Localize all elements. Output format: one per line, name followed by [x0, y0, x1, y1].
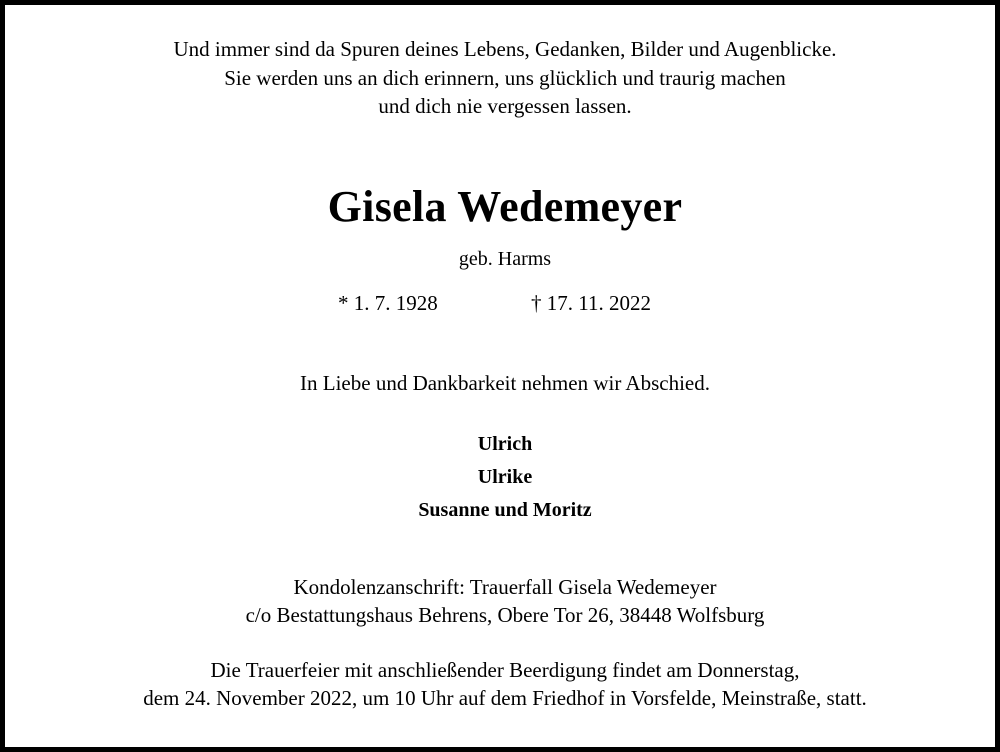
deceased-name: Gisela Wedemeyer [327, 182, 683, 231]
condolence-line-2: c/o Bestattungshaus Behrens, Obere Tor 26, 38448 Wolfsburg [245, 603, 765, 627]
mourner-name: Ulrike [477, 466, 533, 488]
funeral-line-1: Die Trauerfeier mit anschließender Beerdigung findet am Donnerstag, [210, 658, 800, 682]
poem-line-3: und dich nie vergessen lassen. [378, 94, 632, 118]
birth-date: * 1. 7. 1928 [338, 291, 438, 315]
condolence-line-1: Kondolenzanschrift: Trauerfall Gisela Wedemeyer [293, 575, 717, 599]
birth-name: geb. Harms [458, 248, 552, 270]
mourner-name: Ulrich [477, 433, 533, 455]
poem-line-1: Und immer sind da Spuren deines Lebens, Gedanken, Bilder und Augenblicke. [173, 37, 837, 61]
farewell-text: In Liebe und Dankbarkeit nehmen wir Abschied. [300, 371, 710, 395]
mourner-name: Susanne und Moritz [418, 499, 592, 521]
death-date: † 17. 11. 2022 [531, 291, 651, 315]
funeral-line-2: dem 24. November 2022, um 10 Uhr auf dem Friedhof in Vorsfelde, Meinstraße, statt. [143, 686, 867, 710]
poem-line-2: Sie werden uns an dich erinnern, uns glücklich und traurig machen [224, 66, 786, 90]
